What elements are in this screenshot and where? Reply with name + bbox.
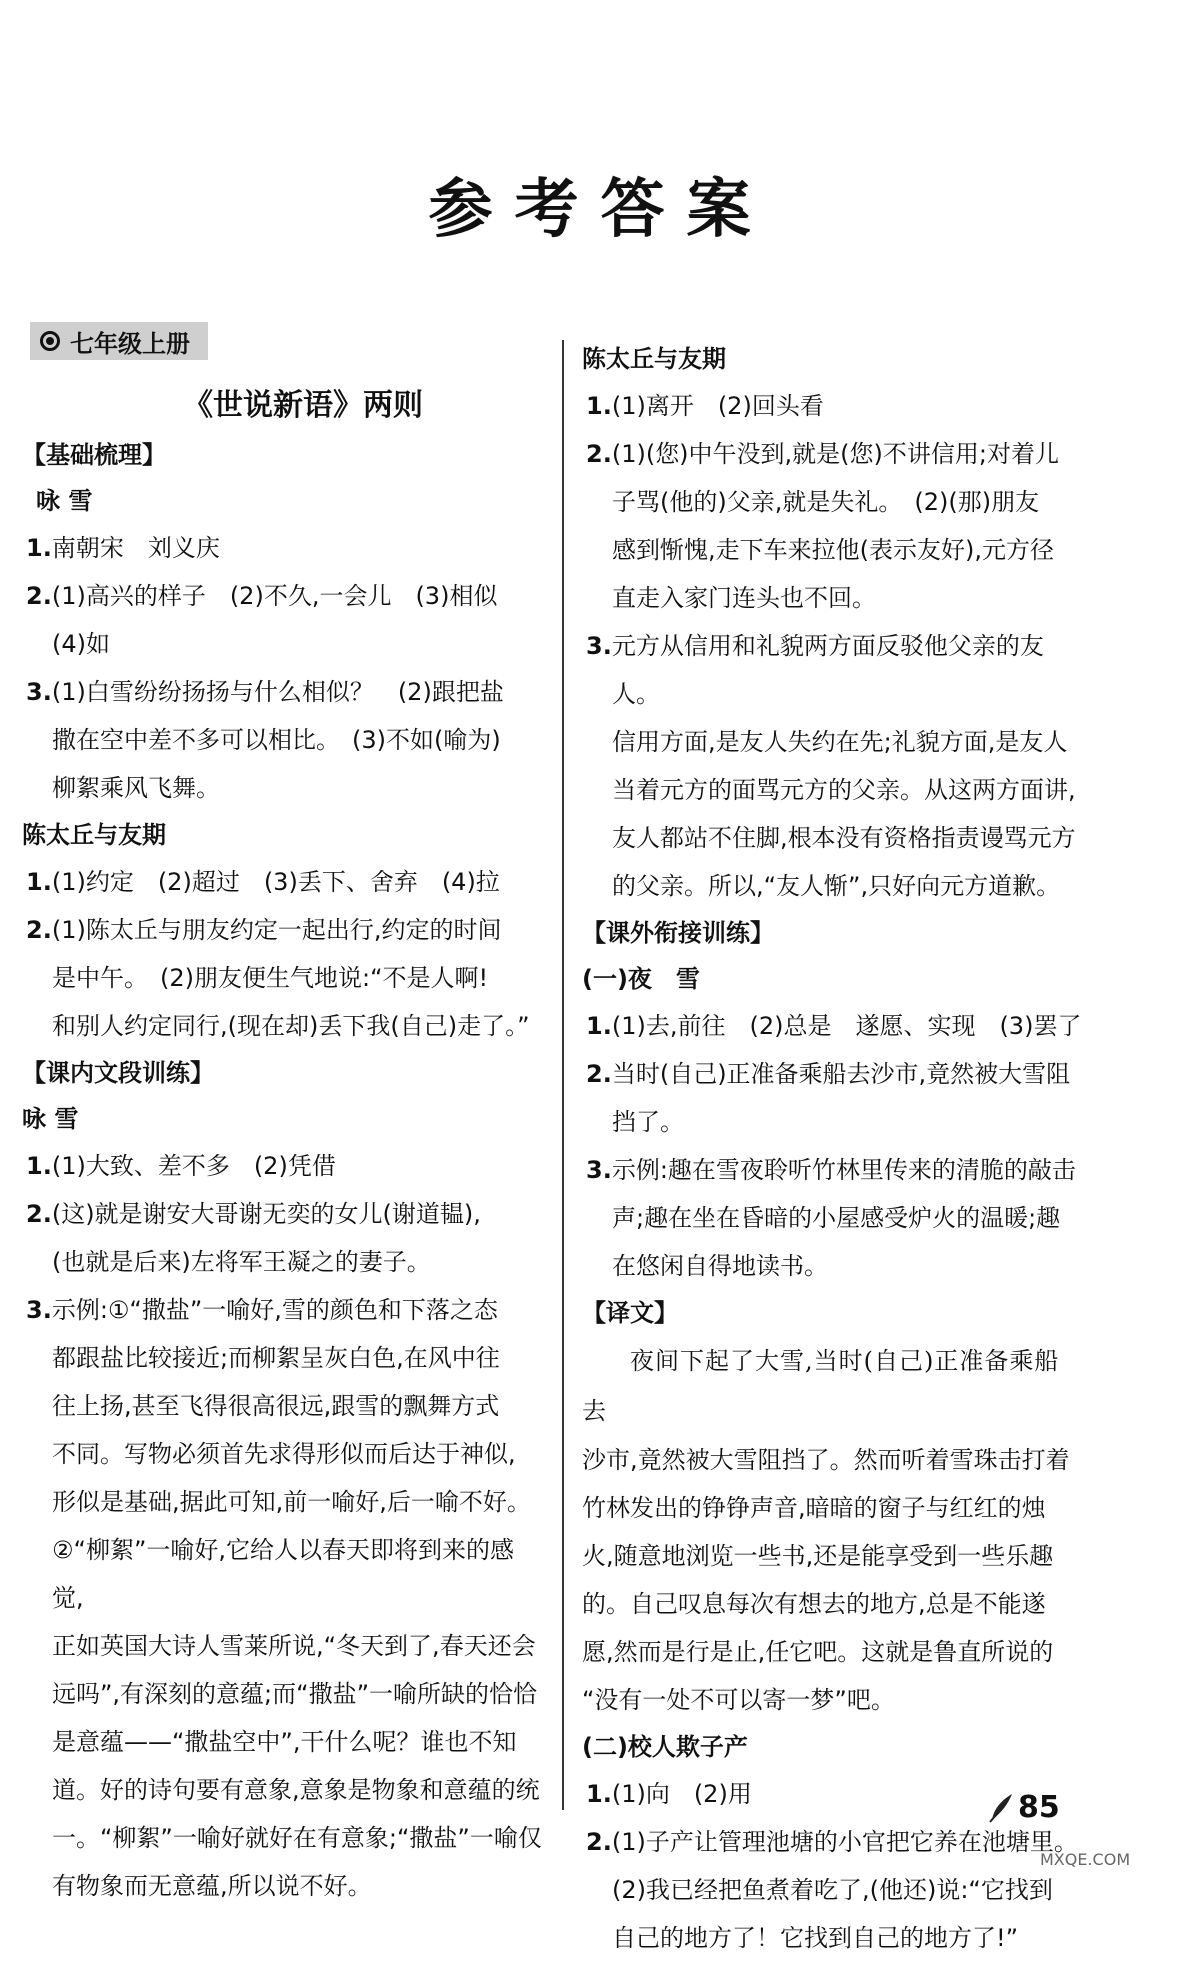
answer-line: 声;趣在坐在昏暗的小屋感受炉火的温暖;趣 [612,1204,1061,1232]
subheading: 咏 雪 [36,487,93,515]
answer-item: 1.(1)大致、差不多 (2)凭借 [26,1152,336,1180]
answer-item: 2.(这)就是谢安大哥谢无奕的女儿(谢道韫), [26,1200,481,1228]
bullseye-icon [40,331,60,351]
answer-line: (也就是后来)左将军王凝之的妻子。 [52,1248,431,1276]
answer-line: 直走入家门连头也不回。 [612,584,876,612]
answer-line: 是意蕴——“撒盐空中”,干什么呢？谁也不知 [52,1728,517,1756]
answer-item: 3.元方从信用和礼貌两方面反驳他父亲的友人。 [586,632,1044,708]
answer-item: 2.当时(自己)正准备乘船去沙市,竟然被大雪阻 [586,1060,1071,1088]
answer-line: 挡了。 [612,1108,684,1136]
answer-line: 当着元方的面骂元方的父亲。从这两方面讲, [612,776,1076,804]
answer-line: 在悠闲自得地读书。 [612,1252,828,1280]
answer-line: 一。“柳絮”一喻好就好在有意象;“撒盐”一喻仅 [52,1824,542,1852]
answer-item: 1.(1)离开 (2)回头看 [586,392,824,420]
left-column [22,380,544,1910]
translation-line: 火,随意地浏览一些书,还是能享受到一些乐趣 [582,1542,1054,1570]
subheading: (一)夜 雪 [582,965,700,993]
right-column [582,336,1082,1962]
subheading: 咏 雪 [22,1105,79,1133]
grade-label: 七年级上册 [70,328,190,358]
leaf-logo-icon [988,1790,1016,1824]
answer-item: 3.(1)白雪纷纷扬扬与什么相似？ (2)跟把盐 [26,678,504,706]
answer-item: 2.(1)高兴的样子 (2)不久,一会儿 (3)相似 [26,582,498,610]
answer-line: 信用方面,是友人失约在先;礼貌方面,是友人 [612,728,1068,756]
answer-item: 1.南朝宋 刘义庆 [26,534,220,562]
subheading: 陈太丘与友期 [22,821,166,849]
answer-line: 形似是基础,据此可知,前一喻好,后一喻不好。 [52,1488,531,1516]
answer-line: 友人都站不住脚,根本没有资格指责谩骂元方 [612,824,1076,852]
column-divider [562,340,564,1810]
translation-line: “没有一处不可以寄一梦”吧。 [582,1686,895,1714]
section-heading: 【课外衔接训练】 [582,919,774,947]
answer-line: 有物象而无意蕴,所以说不好。 [52,1872,372,1900]
lesson-title: 《世说新语》两则 [183,388,423,423]
page-number: 85 [1018,1790,1060,1825]
translation-line: 的。自己叹息每次有想去的地方,总是不能遂 [582,1590,1046,1618]
answer-item: 1.(1)去,前往 (2)总是 遂愿、实现 (3)罢了 [586,1012,1082,1040]
answer-line: (2)我已经把鱼煮着吃了,(他还)说:“它找到 [612,1876,1053,1904]
section-heading: 【译文】 [582,1299,678,1327]
answer-item: 3.示例:①“撒盐”一喻好,雪的颜色和下落之态 [26,1296,498,1324]
page-title: 参考答案 [428,172,773,247]
answer-line: 和别人约定同行,(现在却)丢下我(自己)走了。” [52,1012,530,1040]
section-heading: 【基础梳理】 [22,441,166,469]
watermark: MXQE.COM [1040,1850,1131,1869]
translation-line: 愿,然而是行是止,任它吧。这就是鲁直所说的 [582,1638,1054,1666]
subheading: 陈太丘与友期 [582,345,726,373]
answer-line: 都跟盐比较接近;而柳絮呈灰白色,在风中往 [52,1344,500,1372]
translation-line: 竹林发出的铮铮声音,暗暗的窗子与红红的烛 [582,1494,1046,1522]
answer-line: (4)如 [52,630,110,658]
answer-item: 1.(1)约定 (2)超过 (3)丢下、舍弃 (4)拉 [26,868,500,896]
answer-line: 自己的地方了！它找到自己的地方了!” [612,1924,1019,1952]
answer-item: 2.(1)子产让管理池塘的小官把它养在池塘里。 [586,1828,1078,1856]
answer-line: 正如英国大诗人雪莱所说,“冬天到了,春天还会 [52,1632,536,1660]
answer-item: 2.(1)(您)中午没到,就是(您)不讲信用;对着儿 [586,440,1059,468]
answer-line: 子骂(他的)父亲,就是失礼。 (2)(那)朋友 [612,488,1040,516]
answer-line: 柳絮乘风飞舞。 [52,774,220,802]
answer-line: 远吗”,有深刻的意蕴;而“撒盐”一喻所缺的恰恰 [52,1680,538,1708]
answer-line: 不同。写物必须首先求得形似而后达于神似, [52,1440,516,1468]
answer-line: 道。好的诗句要有意象,意象是物象和意蕴的统 [52,1776,540,1804]
answer-item: 1.(1)向 (2)用 [586,1780,752,1808]
subheading: (二)校人欺子产 [582,1733,748,1761]
grade-tag [30,322,208,360]
answer-line: ②“柳絮”一喻好,它给人以春天即将到来的感觉, [52,1536,515,1612]
answer-line: 的父亲。所以,“友人惭”,只好向元方道歉。 [612,872,1061,900]
answer-line: 感到惭愧,走下车来拉他(表示友好),元方径 [612,536,1054,564]
answer-line: 撒在空中差不多可以相比。 (3)不如(喻为) [52,726,501,754]
translation-line: 沙市,竟然被大雪阻挡了。然而听着雪珠击打着 [582,1446,1070,1474]
answer-item: 3.示例:趣在雪夜聆听竹林里传来的清脆的敲击 [586,1156,1076,1184]
section-heading: 【课内文段训练】 [22,1059,214,1087]
translation-line: 夜间下起了大雪,当时(自己)正准备乘船去 [582,1347,1060,1425]
answer-line: 是中午。 (2)朋友便生气地说:“不是人啊! [52,964,489,992]
answer-item: 2.(1)陈太丘与朋友约定一起出行,约定的时间 [26,916,502,944]
answer-line: 往上扬,甚至飞得很高很远,跟雪的飘舞方式 [52,1392,500,1420]
